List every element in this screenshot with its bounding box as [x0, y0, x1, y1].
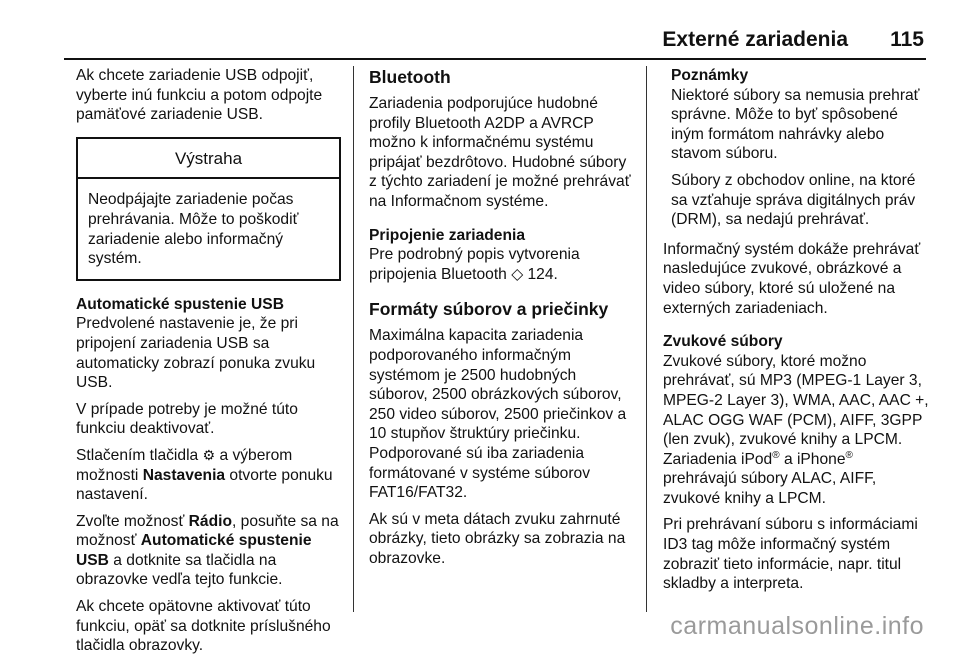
text-run: prehrávajú súbory ALAC, AIFF, zvukové knihy a LPCM.: [663, 470, 877, 507]
text-run: Pre podrobný popis vytvorenia pripojenia Bluetooth: [369, 246, 580, 283]
id3-paragraph: Pri prehrávaní súboru s informáciami ID3 tag môže informačný systém zobraziť tieto informácie, napr. titul skladby a interpreta.: [663, 516, 918, 593]
settings-icon: ⚙: [202, 446, 216, 463]
settings-paragraph: [76, 446, 341, 505]
column-middle: [369, 66, 635, 575]
formats-heading: Formáty súborov a priečinky: [369, 299, 609, 320]
usb-remove-paragraph: Ak chcete zariadenie USB odpojiť, vyberte inú funkciu a potom odpojte pamäťové zariadenie USB.: [76, 67, 323, 124]
bluetooth-heading: Bluetooth: [369, 67, 451, 87]
radio-option: Rádio: [188, 512, 232, 530]
warning-box: [76, 137, 341, 281]
note-block: [663, 66, 929, 230]
auto-start-paragraph-1: Predvolené nastavenie je, že pri pripojení zariadenia USB sa automaticky zobrazí ponuka zvuku USB.: [76, 315, 316, 392]
text-run: a dotknite sa tlačidla na obrazovke vedľa tejto funkcie.: [76, 551, 283, 589]
watermark: carmanualsonline.info: [670, 612, 924, 640]
settings-option: Nastavenia: [142, 466, 226, 484]
connect-paragraph: [369, 245, 635, 284]
column-divider-2: [646, 66, 647, 612]
auto-start-heading: Automatické spustenie USB: [76, 295, 284, 313]
audio-files-paragraph: [663, 352, 929, 509]
note-paragraph-2: Súbory z obchodov online, na ktoré sa vzťahuje správa digitálnych práv (DRM), sa nedajú prehrávať.: [671, 171, 916, 229]
column-divider-1: [353, 66, 354, 612]
text-run: , posuňte sa na možnosť: [76, 512, 339, 550]
audio-files-heading: Zvukové súbory: [663, 333, 783, 351]
formats-paragraph-2: Ak sú v meta dátach zvuku zahrnuté obrázky, tieto obrázky sa zobrazia na obrazovke.: [369, 510, 626, 567]
formats-paragraph-1: Maximálna kapacita zariadenia podporovaného informačným systémom je 2500 hudobných súborov, 2500 obrázkových súborov, 250 video súborov, 2500 priečinkov a 10 stupňov štruktúry priečinku. Podporované sú iba zariadenia formátované v systéme súborov FAT16/FAT32.: [369, 327, 627, 502]
reactivate-paragraph: Ak chcete opätovne aktivovať túto funkciu, opäť sa dotknite príslušného tlačidla obrazovky.: [76, 598, 331, 655]
page-reference: ◇ 124.: [511, 265, 558, 283]
text-run: a výberom možnosti: [76, 446, 293, 484]
column-right: [663, 66, 929, 601]
text-run: Zvoľte možnosť: [76, 512, 189, 530]
auto-start-paragraph-2: V prípade potreby je možné túto funkciu deaktivovať.: [76, 400, 298, 438]
radio-paragraph: [76, 512, 341, 590]
text-run: a iPhone: [779, 450, 846, 468]
bluetooth-paragraph: Zariadenia podporujúce hudobné profily Bluetooth A2DP a AVRCP možno k informačnému systému pripájať bezdrôtovo. Hudobné súbory z týchto zariadení je možné prehrávať na Informačnom systéme.: [369, 95, 631, 210]
auto-start-option: Automatické spustenie USB: [76, 532, 312, 569]
note-heading: Poznámky: [671, 67, 749, 84]
registered-mark: ®: [772, 449, 780, 461]
registered-mark: ®: [845, 449, 853, 461]
connect-heading: Pripojenie zariadenia: [369, 226, 525, 244]
supported-files-paragraph: Informačný systém dokáže prehrávať nasledujúce zvukové, obrázkové a video súbory, ktoré sú uložené na externých zariadeniach.: [663, 240, 921, 317]
column-left: [76, 66, 341, 663]
text-run: otvorte ponuku nastavení.: [76, 466, 333, 504]
note-paragraph-1: Niektoré súbory sa nemusia prehrať správne. Môže to byť spôsobené iným formátom nahrávky alebo stavom súboru.: [671, 86, 920, 163]
warning-body: Neodpájajte zariadenie počas prehrávania. Môže to poškodiť zariadenie alebo informačný systém.: [88, 191, 299, 268]
text-run: Zvukové súbory, ktoré možno prehrávať, sú MP3 (MPEG-1 Layer 3, MPEG-2 Layer 3), WMA, AAC, AAC +, ALAC OGG WAF (PCM), AIFF, 3GPP (len zvuk), zvukové knihy a LPCM. Zariadenia iPod: [663, 352, 929, 468]
text-run: Stlačením tlačidla: [76, 446, 203, 464]
warning-title: Výstraha: [78, 139, 339, 180]
page-title: Externé zariadenia: [662, 28, 848, 51]
page-header: [64, 28, 926, 60]
page-number: 115: [890, 28, 924, 51]
